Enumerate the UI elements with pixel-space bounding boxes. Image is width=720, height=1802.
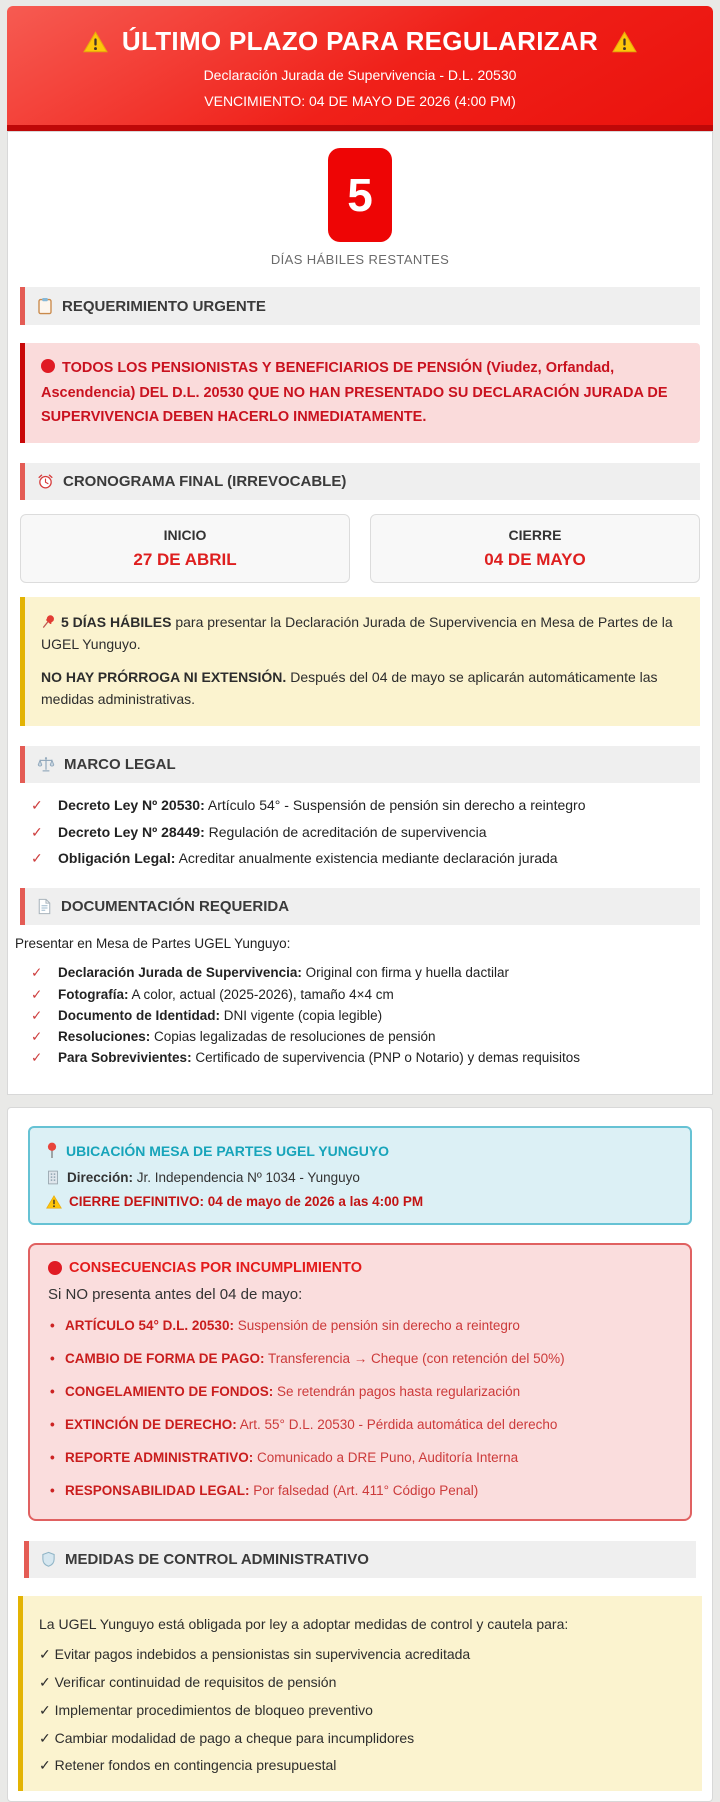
note-line-1 [41, 612, 684, 655]
page-title [17, 26, 703, 57]
date-box-inicio [20, 514, 350, 583]
consequences-title: CONSECUENCIAS POR INCUMPLIMIENTO [69, 1260, 362, 1277]
red-circle-icon [48, 1261, 62, 1275]
section-header-documentation [20, 888, 700, 925]
days-remaining-label: DÍAS HÁBILES RESTANTES [270, 252, 450, 267]
list-item: ✓ Fotografía: A color, actual (2025-2026), tamaño 4×4 cm [14, 986, 706, 1004]
list-item: ✓ Para Sobrevivientes: Certificado de supervivencia (PNP o Notario) y demas requisitos [14, 1049, 706, 1067]
bullet-icon: • [50, 1450, 55, 1465]
section-header-legal [20, 746, 700, 783]
bullet-icon: • [50, 1351, 55, 1367]
note-text: Después del 04 de mayo se aplicarán automáticamente las medidas administrativas. [41, 669, 658, 707]
red-circle-icon [41, 359, 55, 373]
warning-icon [83, 31, 108, 53]
bullet-icon: • [50, 1417, 55, 1433]
location-title-row [46, 1142, 674, 1159]
consequences-title-row [48, 1260, 672, 1276]
check-icon: ✓ [31, 965, 43, 981]
bullet-icon: • [50, 1482, 55, 1498]
urgent-alert-box [20, 343, 700, 443]
control-item: ✓ Verificar continuidad de requisitos de pensión [39, 1674, 337, 1691]
list-item: ✓ Decreto Ley Nº 28449: Regulación de acreditación de supervivencia [31, 823, 487, 840]
note-line-2 [41, 667, 684, 710]
control-item: ✓ Evitar pagos indebidos a pensionistas sin supervivencia acreditada [39, 1646, 471, 1663]
list-item: • REPORTE ADMINISTRATIVO: Comunicado a DRE Puno, Auditoría Interna [50, 1449, 672, 1468]
consequences-box [28, 1243, 692, 1520]
header-banner [7, 6, 713, 131]
list-item: • ARTÍCULO 54° D.L. 20530: Suspensión de pensión sin derecho a reintegro [50, 1317, 672, 1336]
documentation-list [14, 964, 706, 1067]
control-item: ✓ Retener fondos en contingencia presupuestal [39, 1757, 337, 1774]
section-title: CRONOGRAMA FINAL (IRREVOCABLE) [63, 472, 347, 490]
list-item: • CAMBIO DE FORMA DE PAGO: Transferencia → Cheque (con retención del 50%) [50, 1350, 672, 1369]
control-item: ✓ Implementar procedimientos de bloqueo preventivo [39, 1701, 373, 1718]
note-text: para presentar la Declaración Jurada de Supervivencia en Mesa de Partes de la UGEL Yunguyo. [41, 613, 673, 652]
check-icon: ✓ [31, 986, 43, 1002]
date-label: CIERRE [508, 526, 562, 543]
warning-icon [612, 31, 637, 53]
legal-list [14, 796, 706, 869]
dates-grid [20, 514, 700, 583]
scales-icon [37, 756, 55, 773]
warning-icon [46, 1195, 62, 1209]
list-item: ✓ Resoluciones: Copias legalizadas de resoluciones de pensión [14, 1028, 706, 1046]
check-icon: ✓ [31, 823, 43, 840]
section-header-urgent [20, 287, 700, 325]
list-item: ✓ Decreto Ley Nº 20530: Artículo 54° - Suspensión de pensión sin derecho a reintegro [31, 796, 586, 813]
section-title: DOCUMENTACIÓN REQUERIDA [61, 898, 290, 916]
shield-icon [41, 1551, 56, 1568]
location-box [28, 1126, 692, 1225]
check-icon: ✓ [31, 850, 43, 867]
note-bold: 5 DÍAS HÁBILES [61, 613, 172, 630]
location-title: UBICACIÓN MESA DE PARTES UGEL YUNGUYO [66, 1142, 390, 1159]
date-label: INICIO [163, 526, 207, 543]
pushpin-icon [41, 614, 56, 629]
urgent-alert-text: TODOS LOS PENSIONISTAS Y BENEFICIARIOS DE PENSIÓN (Viudez, Orfandad, Ascendencia) DEL D.L. 20530 QUE NO HAN PRESENTADO SU DECLARACIÓN JURADA DE SUPERVIVENCIA DEBEN HACERLO INMEDIATAMENTE. [41, 360, 668, 426]
list-item: • EXTINCIÓN DE DERECHO: Art. 55° D.L. 20530 - Pérdida automática del derecho [50, 1416, 672, 1435]
main-card [7, 131, 713, 1095]
round-pushpin-icon [46, 1142, 58, 1159]
header-deadline: VENCIMIENTO: 04 DE MAYO DE 2026 (4:00 PM) [204, 93, 516, 109]
date-value: 04 DE MAYO [484, 549, 586, 569]
address-row [46, 1170, 674, 1185]
days-remaining-number: 5 [328, 148, 392, 242]
bullet-icon: • [50, 1384, 55, 1400]
check-icon: ✓ [31, 796, 43, 813]
address-text: Dirección: Jr. Independencia Nº 1034 - Yunguyo [67, 1170, 360, 1186]
check-icon: ✓ [31, 1029, 43, 1044]
section-header-control [24, 1541, 696, 1578]
building-icon [46, 1170, 60, 1185]
secondary-card [7, 1107, 713, 1801]
header-subtitle: Declaración Jurada de Supervivencia - D.L. 20530 [203, 67, 517, 83]
alarm-clock-icon [37, 473, 54, 490]
clipboard-icon [37, 297, 53, 315]
list-item: ✓ Declaración Jurada de Supervivencia: Original con firma y huella dactilar [14, 964, 706, 982]
date-value: 27 DE ABRIL [133, 549, 237, 569]
list-item: ✓ Obligación Legal: Acreditar anualmente existencia mediante declaración jurada [31, 850, 558, 867]
deadline-note-box [20, 597, 700, 726]
control-measures-box [18, 1596, 702, 1791]
note-bold: NO HAY PRÓRROGA NI EXTENSIÓN. [41, 669, 287, 686]
section-title: MEDIDAS DE CONTROL ADMINISTRATIVO [65, 1550, 369, 1568]
section-title: REQUERIMIENTO URGENTE [62, 297, 266, 315]
closing-text: CIERRE DEFINITIVO: 04 de mayo de 2026 a las 4:00 PM [69, 1194, 424, 1210]
page-title-text: ÚLTIMO PLAZO PARA REGULARIZAR [121, 26, 599, 56]
bullet-icon: • [50, 1318, 55, 1334]
control-item: ✓ Cambiar modalidad de pago a cheque para incumplidores [39, 1729, 415, 1746]
list-item: • RESPONSABILIDAD LEGAL: Por falsedad (Art. 411° Código Penal) [50, 1482, 672, 1501]
closing-row [46, 1194, 674, 1209]
date-box-cierre [370, 514, 700, 583]
section-header-schedule [20, 463, 700, 500]
check-icon: ✓ [31, 1007, 43, 1023]
control-intro: La UGEL Yunguyo está obligada por ley a adoptar medidas de control y cautela para: [39, 1615, 569, 1632]
section-title: MARCO LEGAL [64, 755, 176, 773]
documentation-intro: Presentar en Mesa de Partes UGEL Yunguyo: [15, 936, 291, 952]
countdown-section [14, 148, 706, 267]
check-icon: ✓ [31, 1050, 43, 1066]
list-item: ✓ Documento de Identidad: DNI vigente (copia legible) [14, 1007, 706, 1025]
consequences-intro: Si NO presenta antes del 04 de mayo: [48, 1286, 303, 1304]
document-icon [37, 898, 52, 915]
consequences-list [48, 1317, 672, 1500]
list-item: • CONGELAMIENTO DE FONDOS: Se retendrán pagos hasta regularización [50, 1383, 672, 1402]
